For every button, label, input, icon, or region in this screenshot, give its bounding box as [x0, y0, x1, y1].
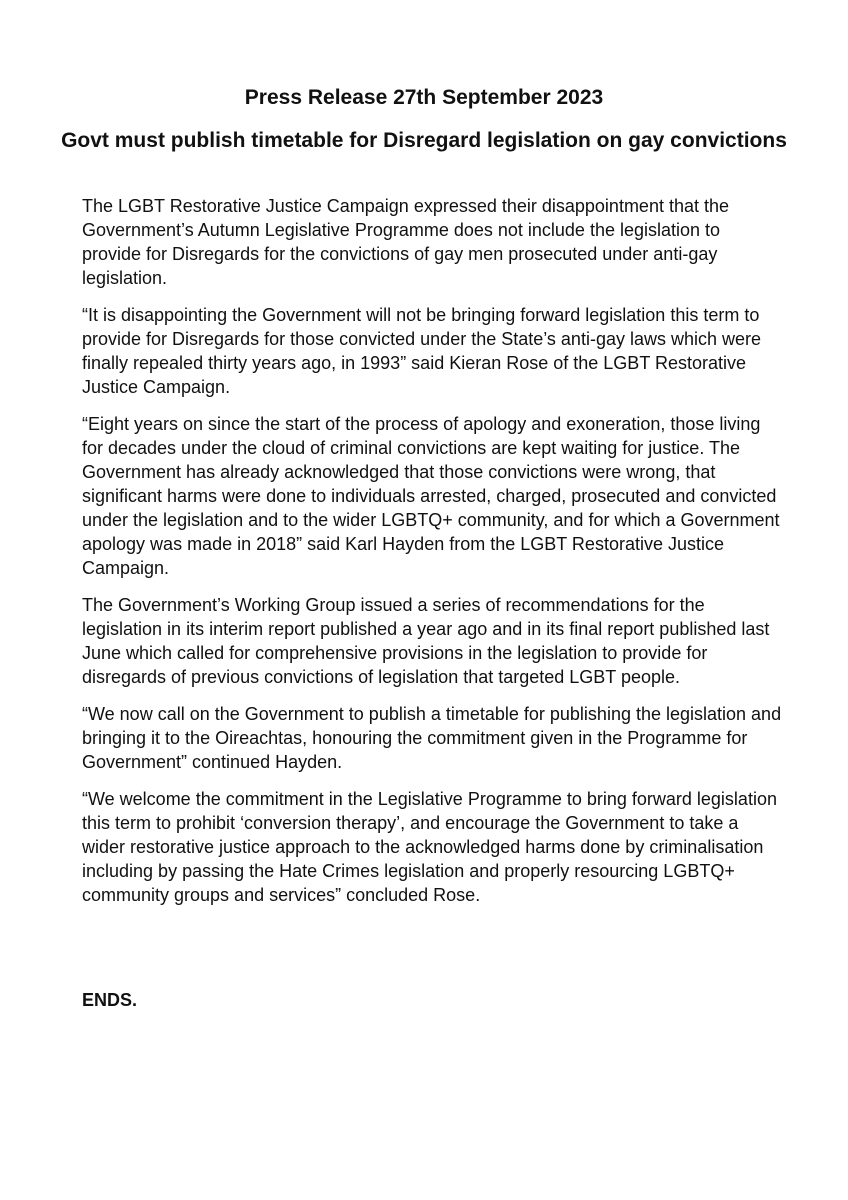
ends-marker: ENDS.: [82, 990, 138, 1010]
paragraph-intro: The LGBT Restorative Justice Campaign expressed their disappointment that the Government’s Autumn Legislative Programme does not include the legislation to provide for Disregards for the convictions of gay men prosecuted under anti-gay legislation.: [82, 196, 730, 288]
paragraph-working-group: The Government’s Working Group issued a series of recommendations for the legislation in its interim report published a year ago and in its final report published last June which called for comprehensive provisions in the legislation to provide for disregards of previous convictions of legislation that targeted LGBT people.: [82, 595, 770, 687]
press-release-title: Govt must publish timetable for Disregard legislation on gay convictions: [61, 129, 787, 152]
press-release-body: [82, 194, 782, 920]
paragraph-hayden-quote: “Eight years on since the start of the process of apology and exoneration, those living for decades under the cloud of criminal convictions are kept waiting for justice. The Government has already acknowledged that those convictions were wrong, that significant harms were done to individuals arrested, charged, prosecuted and convicted under the legislation and to the wider LGBTQ+ community, and for which a Government apology was made in 2018” said Karl Hayden from the LGBT Restorative Justice Campaign.: [82, 414, 780, 578]
paragraph-rose-quote: “It is disappointing the Government will not be bringing forward legislation this term to provide for Disregards for those convicted under the State’s anti-gay laws which were finally repealed thirty years ago, in 1993” said Kieran Rose of the LGBT Restorative Justice Campaign.: [82, 305, 762, 397]
paragraph-conclusion: “We welcome the commitment in the Legislative Programme to bring forward legislation this term to prohibit ‘conversion therapy’, and encourage the Government to take a wider restorative justice approach to the acknowledged harms done by criminalisation including by passing the Hate Crimes legislation and properly resourcing LGBTQ+ community groups and services” concluded Rose.: [82, 789, 777, 905]
press-release-date-heading: Press Release 27th September 2023: [244, 86, 604, 109]
paragraph-timetable-call: “We now call on the Government to publish a timetable for publishing the legislation and bringing it to the Oireachtas, honouring the commitment given in the Programme for Government” continued Hayden.: [82, 704, 782, 772]
